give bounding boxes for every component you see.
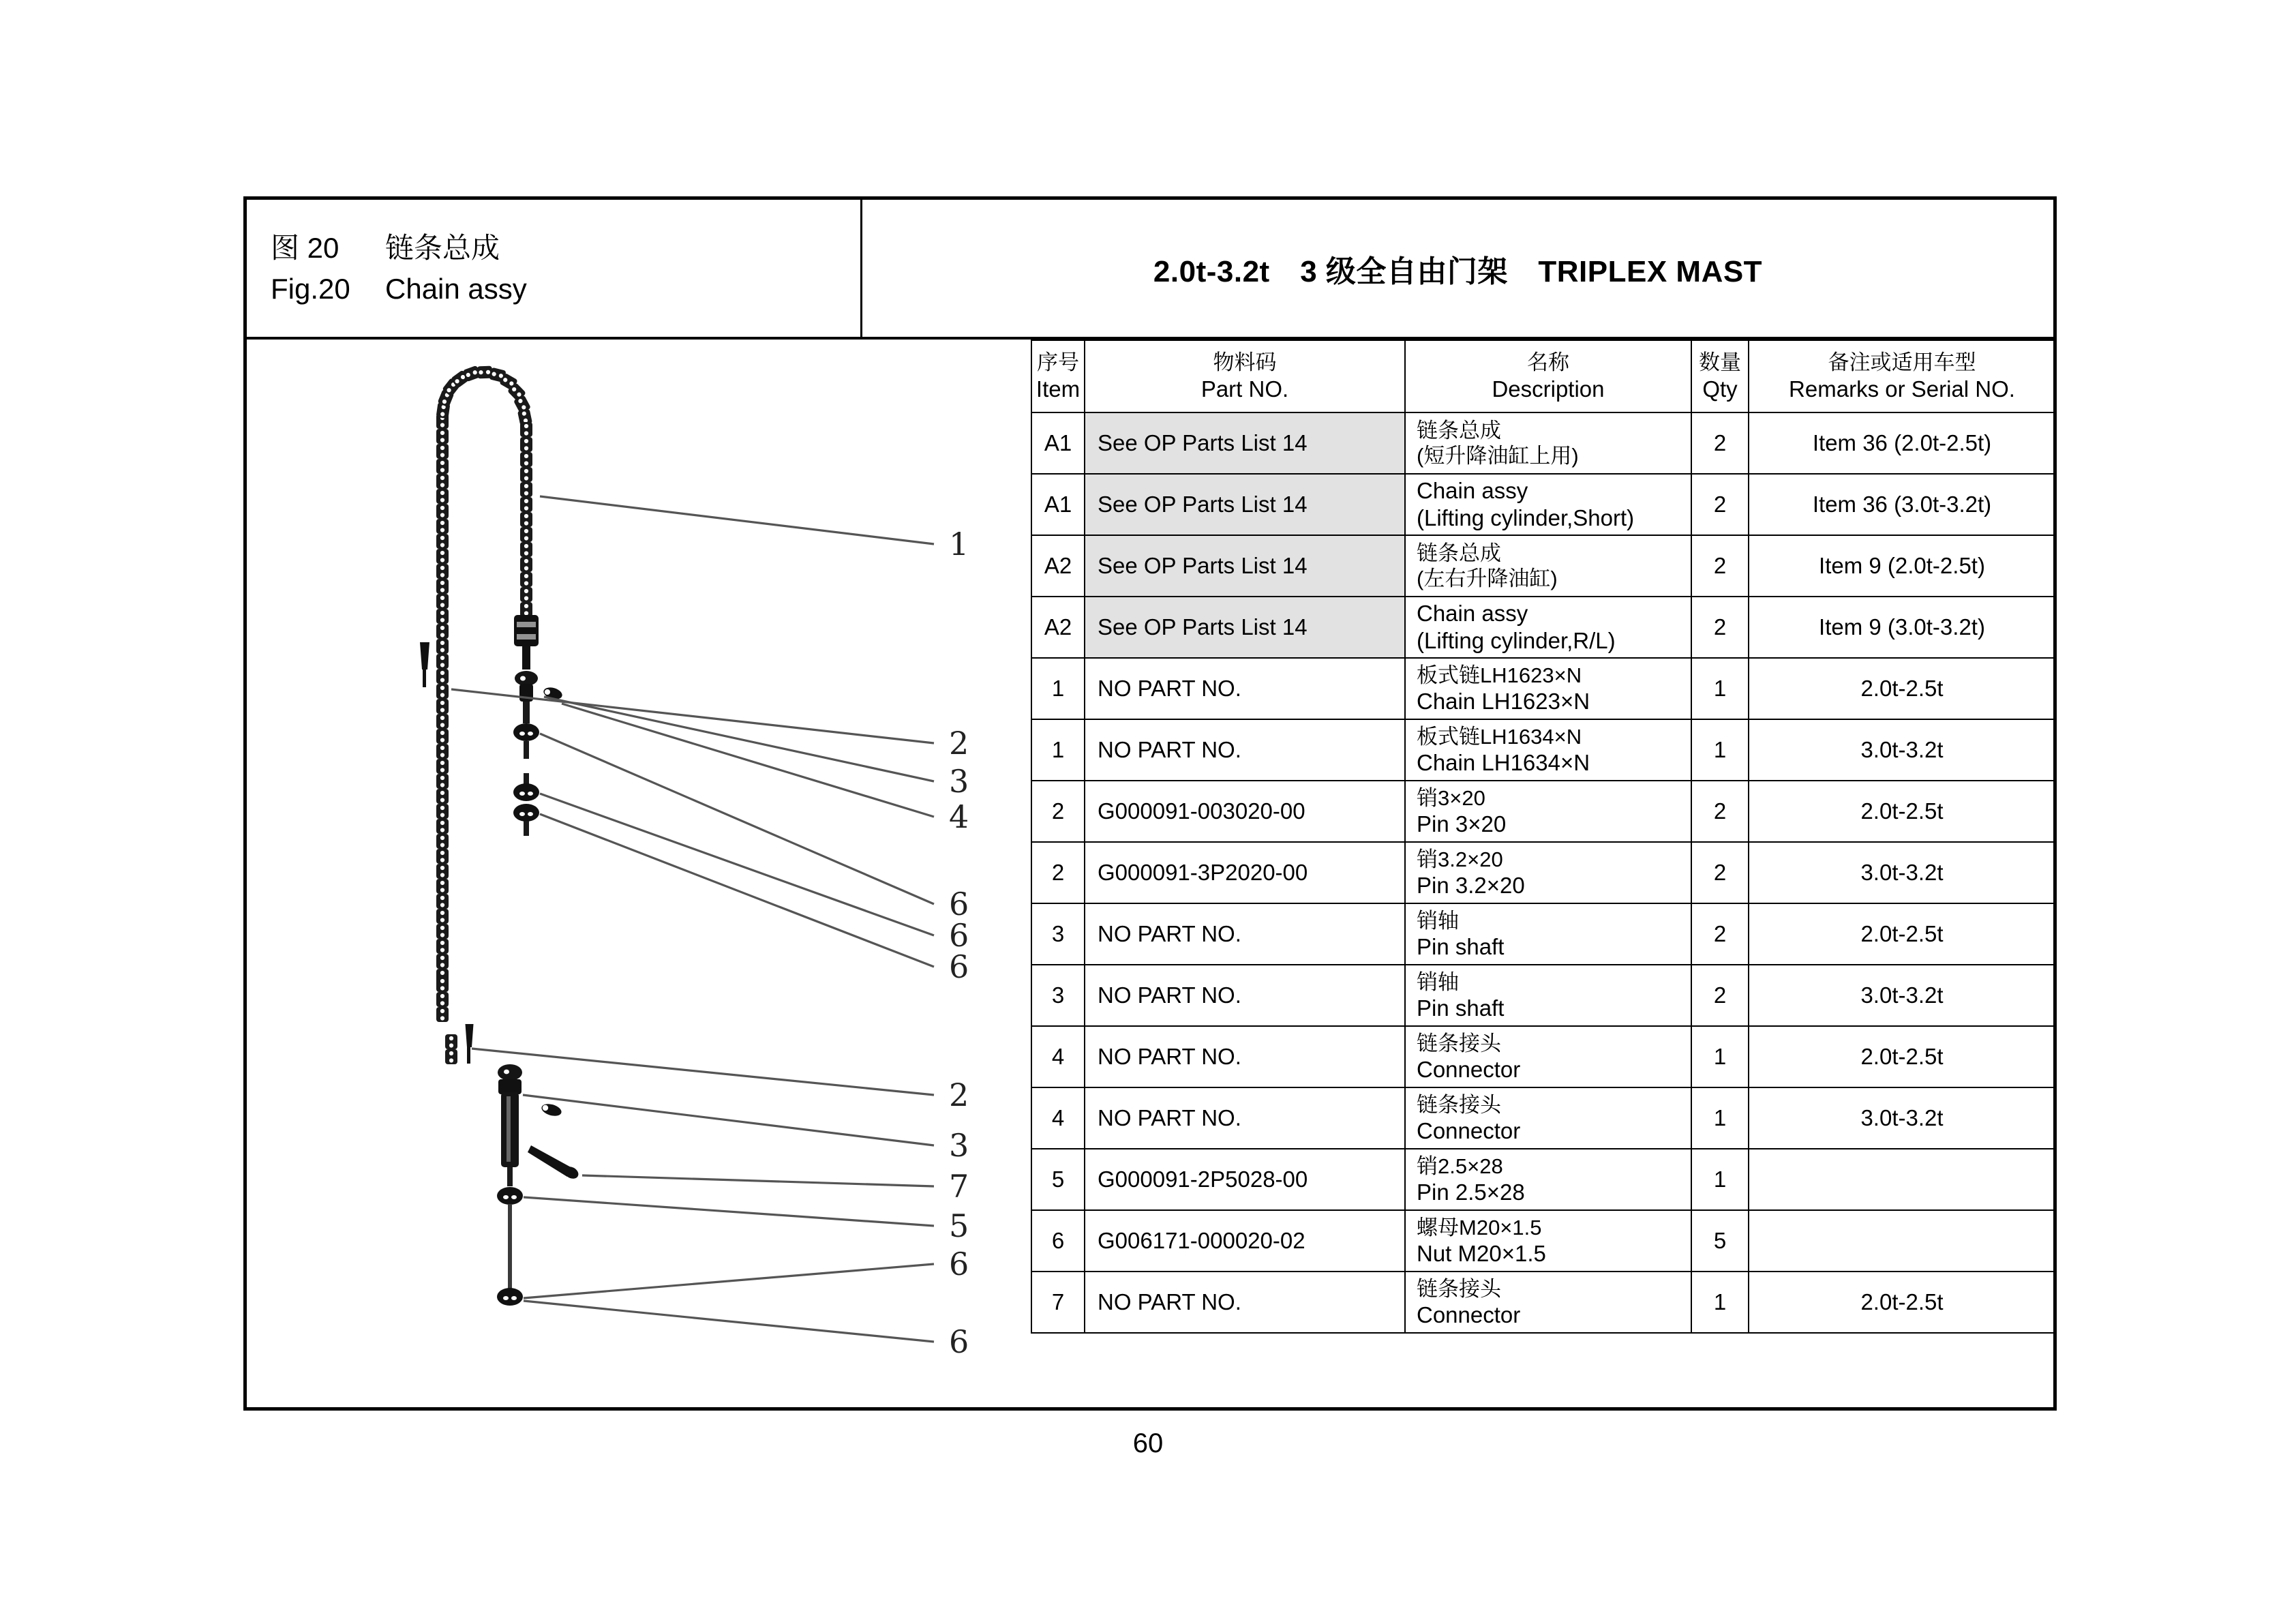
figure-title-cn: [271, 228, 860, 269]
cell-part-number: NO PART NO.: [1085, 965, 1405, 1026]
cell-part-number: See OP Parts List 14: [1085, 597, 1405, 658]
callout-labels: [949, 526, 969, 1360]
description-en: (左右升降油缸): [1417, 567, 1558, 590]
cell-remarks: [1749, 1149, 2055, 1210]
description-en: Pin shaft: [1417, 933, 1505, 959]
table-row: [1031, 781, 2055, 842]
cell-qty: 1: [1691, 719, 1749, 781]
lower-nuts: [497, 1167, 523, 1306]
description-cn: 销2.5×28: [1417, 1154, 1503, 1178]
cell-qty: 1: [1691, 1087, 1749, 1149]
mast-spec-block: [862, 200, 2053, 337]
chain-right-strand: [520, 422, 532, 617]
description-cn: 链条接头: [1417, 1276, 1501, 1301]
upper-connector: [514, 615, 539, 670]
table-row: [1031, 1026, 2055, 1087]
parts-table: [1031, 340, 2056, 1334]
cell-description: [1405, 474, 1691, 535]
chain-left-strand: [436, 414, 449, 984]
description-en: Connector: [1417, 1056, 1521, 1082]
table-row: [1031, 1087, 2055, 1149]
table-row: [1031, 842, 2055, 903]
content-area: [247, 340, 2053, 1409]
callout-7: 7: [949, 1168, 969, 1205]
col-header-qty-cn: 数量: [1699, 350, 1741, 374]
cell-part-number: NO PART NO.: [1085, 1026, 1405, 1087]
callout-6b: 6: [949, 917, 969, 954]
cell-qty: 5: [1691, 1210, 1749, 1272]
table-row: [1031, 597, 2055, 658]
cell-remarks: 2.0t-2.5t: [1749, 1026, 2055, 1087]
description-en: Pin 3×20: [1417, 811, 1507, 837]
cell-part-number: G006171-000020-02: [1085, 1210, 1405, 1272]
callout-2a: 2: [949, 725, 969, 762]
cell-item: 5: [1031, 1149, 1085, 1210]
cell-item: 3: [1031, 965, 1085, 1026]
description-cn: Chain assy: [1417, 601, 1528, 627]
cell-item: 1: [1031, 719, 1085, 781]
cell-remarks: 2.0t-2.5t: [1749, 903, 2055, 965]
description-en: Pin 2.5×28: [1417, 1179, 1525, 1205]
cell-description: [1405, 1149, 1691, 1210]
cell-item: A2: [1031, 597, 1085, 658]
cell-description: [1405, 781, 1691, 842]
description-cn: 板式链LH1634×N: [1417, 724, 1582, 749]
callout-3a: 3: [949, 763, 969, 800]
cell-part-number: See OP Parts List 14: [1085, 535, 1405, 597]
cell-item: 6: [1031, 1210, 1085, 1272]
figure-name-en: Chain assy: [385, 272, 527, 305]
cell-qty: 2: [1691, 903, 1749, 965]
cell-item: 3: [1031, 903, 1085, 965]
description-en: Nut M20×1.5: [1417, 1240, 1546, 1266]
callout-2b: 2: [949, 1077, 969, 1113]
lower-connector-body: [498, 1064, 522, 1167]
cell-item: 7: [1031, 1272, 1085, 1333]
col-header-description: [1405, 340, 1691, 412]
col-header-part: [1085, 340, 1405, 412]
col-header-remarks-en: Remarks or Serial NO.: [1789, 376, 2015, 402]
callout-6e: 6: [949, 1323, 969, 1360]
table-row: [1031, 412, 2055, 474]
cell-part-number: G000091-2P5028-00: [1085, 1149, 1405, 1210]
cell-part-number: See OP Parts List 14: [1085, 474, 1405, 535]
description-cn: 销轴: [1417, 969, 1459, 994]
cell-qty: 1: [1691, 1272, 1749, 1333]
description-cn: 螺母M20×1.5: [1417, 1215, 1542, 1239]
cell-part-number: NO PART NO.: [1085, 903, 1405, 965]
cell-item: 4: [1031, 1087, 1085, 1149]
cell-part-number: See OP Parts List 14: [1085, 412, 1405, 474]
description-cn: 销轴: [1417, 908, 1459, 933]
cell-part-number: NO PART NO.: [1085, 1272, 1405, 1333]
col-header-description-cn: 名称: [1527, 350, 1569, 374]
cell-qty: 2: [1691, 842, 1749, 903]
callout-1: 1: [949, 526, 969, 562]
callout-6a: 6: [949, 886, 969, 922]
table-row: [1031, 658, 2055, 719]
cell-qty: 2: [1691, 965, 1749, 1026]
callout-6d: 6: [949, 1246, 969, 1282]
cell-description: [1405, 597, 1691, 658]
cell-description: [1405, 1087, 1691, 1149]
page-frame: [243, 196, 2057, 1411]
table-row: [1031, 965, 2055, 1026]
table-row: [1031, 474, 2055, 535]
callout-6c: 6: [949, 948, 969, 985]
cell-description: [1405, 535, 1691, 597]
cell-part-number: NO PART NO.: [1085, 719, 1405, 781]
cell-remarks: 2.0t-2.5t: [1749, 781, 2055, 842]
description-en: Connector: [1417, 1117, 1521, 1143]
table-header-row: [1031, 340, 2055, 412]
cell-description: [1405, 719, 1691, 781]
cell-qty: 2: [1691, 535, 1749, 597]
col-header-qty: [1691, 340, 1749, 412]
cell-remarks: 2.0t-2.5t: [1749, 1272, 2055, 1333]
cell-part-number: G000091-3P2020-00: [1085, 842, 1405, 903]
cell-remarks: Item 9 (2.0t-2.5t): [1749, 535, 2055, 597]
cell-qty: 2: [1691, 474, 1749, 535]
lower-assembly: [247, 340, 752, 1306]
cell-item: 4: [1031, 1026, 1085, 1087]
nut-stack-upper: [513, 702, 539, 836]
figure-name-cn: 链条总成: [385, 231, 500, 264]
cell-item: 2: [1031, 842, 1085, 903]
mast-spec-title: 2.0t-3.2t 3 级全自由门架 TRIPLEX MAST: [1153, 254, 1763, 288]
title-block: [247, 200, 2053, 340]
figure-title-block: [247, 200, 862, 337]
cell-remarks: 3.0t-3.2t: [1749, 1087, 2055, 1149]
figure-number-en: Fig.20: [271, 272, 350, 305]
callout-4: 4: [949, 798, 969, 835]
description-cn: 链条总成: [1417, 418, 1501, 442]
table-row: [1031, 535, 2055, 597]
table-row: [1031, 903, 2055, 965]
description-cn: 销3×20: [1417, 785, 1485, 810]
cell-description: [1405, 1272, 1691, 1333]
cell-remarks: [1749, 1210, 2055, 1272]
description-en: Pin shaft: [1417, 995, 1505, 1021]
cell-description: [1405, 965, 1691, 1026]
cell-remarks: Item 36 (3.0t-3.2t): [1749, 474, 2055, 535]
col-header-part-cn: 物料码: [1213, 350, 1277, 374]
description-cn: 销3.2×20: [1417, 847, 1503, 871]
callout-5: 5: [949, 1207, 969, 1244]
figure-number-cn: 图 20: [271, 231, 339, 264]
cell-item: A1: [1031, 412, 1085, 474]
cell-qty: 1: [1691, 658, 1749, 719]
chain-top-bend: [436, 365, 533, 426]
description-en: Pin 3.2×20: [1417, 872, 1525, 898]
cell-qty: 1: [1691, 1149, 1749, 1210]
upper-pin: [420, 642, 429, 687]
cell-part-number: NO PART NO.: [1085, 1087, 1405, 1149]
table-row: [1031, 1272, 2055, 1333]
page-number: 60: [1132, 1428, 1164, 1458]
cell-remarks: Item 36 (2.0t-2.5t): [1749, 412, 2055, 474]
cell-qty: 2: [1691, 597, 1749, 658]
description-cn: 板式链LH1623×N: [1417, 663, 1582, 687]
cell-description: [1405, 658, 1691, 719]
col-header-remarks: [1749, 340, 2055, 412]
description-en: Chain LH1623×N: [1417, 688, 1590, 714]
cell-description: [1405, 1026, 1691, 1087]
description-en: (短升降油缸上用): [1417, 444, 1579, 468]
cell-description: [1405, 1210, 1691, 1272]
col-header-qty-en: Qty: [1702, 376, 1738, 402]
col-header-description-en: Description: [1492, 376, 1605, 402]
cell-remarks: 3.0t-3.2t: [1749, 719, 2055, 781]
cell-item: A2: [1031, 535, 1085, 597]
cell-description: [1405, 412, 1691, 474]
cell-part-number: NO PART NO.: [1085, 658, 1405, 719]
cell-description: [1405, 842, 1691, 903]
description-cn: Chain assy: [1417, 478, 1528, 504]
cell-description: [1405, 903, 1691, 965]
description-cn: 链条接头: [1417, 1031, 1501, 1055]
cell-qty: 2: [1691, 412, 1749, 474]
table-body: [1031, 412, 2055, 1333]
cell-remarks: 3.0t-3.2t: [1749, 842, 2055, 903]
description-cn: 链条接头: [1417, 1092, 1501, 1117]
small-pin-lower-left: [466, 1021, 751, 1064]
description-en: (Lifting cylinder,Short): [1417, 505, 1635, 530]
cell-item: 1: [1031, 658, 1085, 719]
table-row: [1031, 1210, 2055, 1272]
exploded-diagram: [247, 340, 1031, 1409]
table-row: [1031, 719, 2055, 781]
cell-item: 2: [1031, 781, 1085, 842]
col-header-item: [1031, 340, 1085, 412]
description-en: Connector: [1417, 1302, 1521, 1327]
cell-remarks: 3.0t-3.2t: [1749, 965, 2055, 1026]
description-en: (Lifting cylinder,R/L): [1417, 628, 1616, 653]
table-row: [1031, 1149, 2055, 1210]
cell-item: A1: [1031, 474, 1085, 535]
callout-3b: 3: [949, 1127, 969, 1164]
taper-pin: [528, 1145, 580, 1181]
cell-qty: 1: [1691, 1026, 1749, 1087]
cell-remarks: 2.0t-2.5t: [1749, 658, 2055, 719]
description-en: Chain LH1634×N: [1417, 749, 1590, 775]
cross-pin-lower: [540, 1102, 562, 1118]
col-header-remarks-cn: 备注或适用车型: [1828, 350, 1976, 374]
col-header-part-en: Part NO.: [1200, 376, 1289, 402]
cell-qty: 2: [1691, 781, 1749, 842]
cell-remarks: Item 9 (3.0t-3.2t): [1749, 597, 2055, 658]
figure-title-en: [271, 269, 860, 310]
col-header-item-cn: 序号: [1037, 350, 1079, 374]
cell-part-number: G000091-003020-00: [1085, 781, 1405, 842]
description-cn: 链条总成: [1417, 541, 1501, 565]
col-header-item-en: Item: [1036, 376, 1081, 402]
